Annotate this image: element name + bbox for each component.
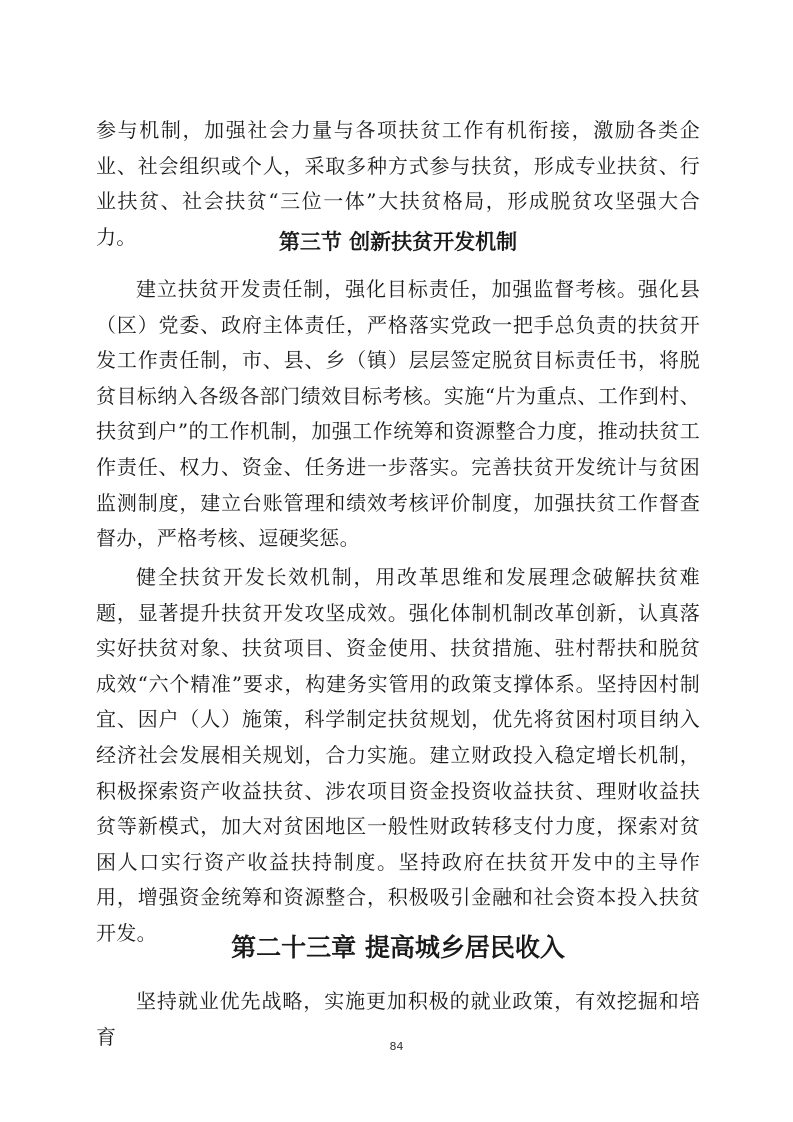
paragraph-responsibility-system: 建立扶贫开发责任制，强化目标责任，加强监督考核。强化县（区）党委、政府主体责任，严格落实党政一把手总负责的扶贫开发工作责任制，市、县、乡（镇）层层签定脱贫目标责任书，将脱贫目标纳入各级各部门绩效目标考核。实施“片为重点、工作到村、扶贫到户”的工作机制，加强工作统筹和资源整合力度，推动扶贫工作责任、权力、资金、任务进一步落实。完善扶贫开发统计与贫困监测制度，建立台账管理和绩效考核评价制度，加强扶贫工作督查督办，严格考核、逗硬奖惩。 (96, 277, 700, 551)
chapter-title: 第二十三章 提高城乡居民收入 (231, 933, 565, 962)
paragraph-employment: 坚持就业优先战略，实施更加积极的就业政策，有效挖掘和培育 (96, 989, 700, 1049)
page-number: 84 (389, 1040, 404, 1053)
section-title: 第三节 创新扶贫开发机制 (278, 230, 518, 254)
paragraph-continued: 参与机制，加强社会力量与各项扶贫工作有机衔接，激励各类企业、社会组织或个人，采取多种方式参与扶贫，形成专业扶贫、行业扶贫、社会扶贫“三位一体”大扶贫格局，形成脱贫攻坚强大合力。 (96, 118, 700, 249)
paragraph-long-term-mechanism: 健全扶贫开发长效机制，用改革思维和发展理念破解扶贫难题，显著提升扶贫开发攻坚成效。强化体制机制改革创新，认真落实好扶贫对象、扶贫项目、资金使用、扶贫措施、驻村帮扶和脱贫成效“六个精准”要求，构建务实管用的政策支撑体系。坚持因村制宜、因户（人）施策，科学制定扶贫规划，优先将贫困村项目纳入经济社会发展相关规划，合力实施。建立财政投入稳定增长机制，积极探索资产收益扶贫、涉农项目资金投资收益扶贫、理财收益扶贫等新模式，加大对贫困地区一般性财政转移支付力度，探索对贫困人口实行资产收益扶持制度。坚持政府在扶贫开发中的主导作用，增强资金统筹和资源整合，积极吸引金融和社会资本投入扶贫开发。 (96, 565, 700, 945)
